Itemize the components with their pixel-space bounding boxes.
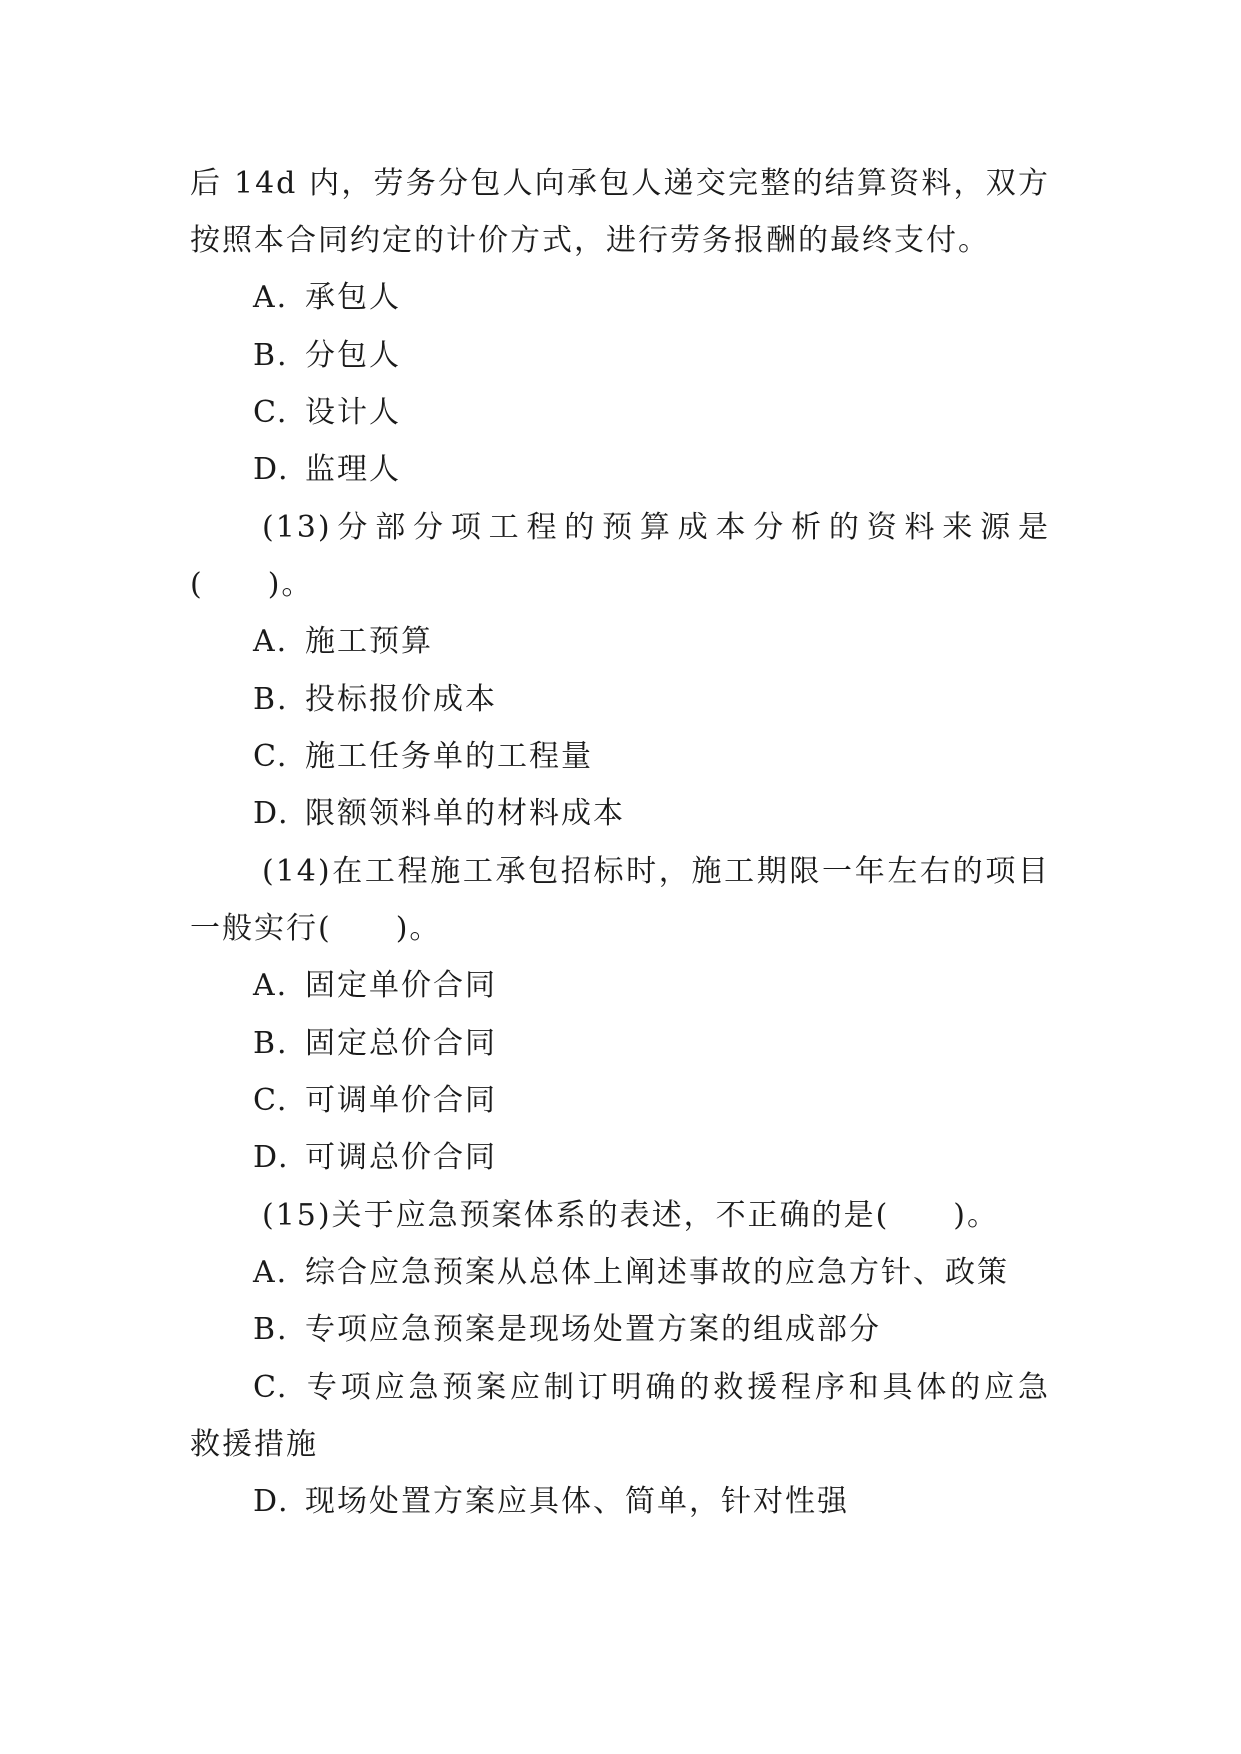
- q15-option-b: B. 专项应急预案是现场处置方案的组成部分: [253, 1312, 881, 1347]
- q14-stem-line-1: (14)在工程施工承包招标时，施工期限一年左右的项目: [262, 854, 1050, 889]
- q13-option-b: B. 投标报价成本: [253, 682, 497, 717]
- q14-option-c: C. 可调单价合同: [253, 1083, 497, 1118]
- q15-stem: (15)关于应急预案体系的表述，不正确的是( )。: [262, 1198, 999, 1233]
- q14-stem-line-2: 一般实行( )。: [190, 911, 442, 946]
- q12-option-a: A. 承包人: [253, 280, 401, 315]
- q13-option-a: A. 施工预算: [253, 624, 433, 659]
- q15-option-a: A. 综合应急预案从总体上阐述事故的应急方针、政策: [253, 1255, 1009, 1290]
- q15-option-c-continued: 救援措施: [190, 1427, 318, 1462]
- q15-option-c: C. 专项应急预案应制订明确的救援程序和具体的应急: [253, 1370, 1050, 1405]
- q13-stem-line-2: ( )。: [190, 567, 314, 602]
- q12-option-b: B. 分包人: [253, 338, 401, 373]
- intro-line-2: 按照本合同约定的计价方式，进行劳务报酬的最终支付。: [190, 223, 990, 258]
- q15-option-d: D. 现场处置方案应具体、简单，针对性强: [253, 1484, 849, 1519]
- q13-option-d: D. 限额领料单的材料成本: [253, 796, 625, 831]
- q14-option-b: B. 固定总价合同: [253, 1026, 497, 1061]
- q12-option-c: C. 设计人: [253, 395, 401, 430]
- q14-option-a: A. 固定单价合同: [253, 968, 497, 1003]
- intro-line-1: 后 14d 内，劳务分包人向承包人递交完整的结算资料，双方: [190, 166, 1050, 201]
- q12-option-d: D. 监理人: [253, 452, 401, 487]
- q13-stem-line-1: (13)分部分项工程的预算成本分析的资料来源是: [262, 510, 1050, 545]
- q14-option-d: D. 可调总价合同: [253, 1140, 497, 1175]
- q13-option-c: C. 施工任务单的工程量: [253, 739, 593, 774]
